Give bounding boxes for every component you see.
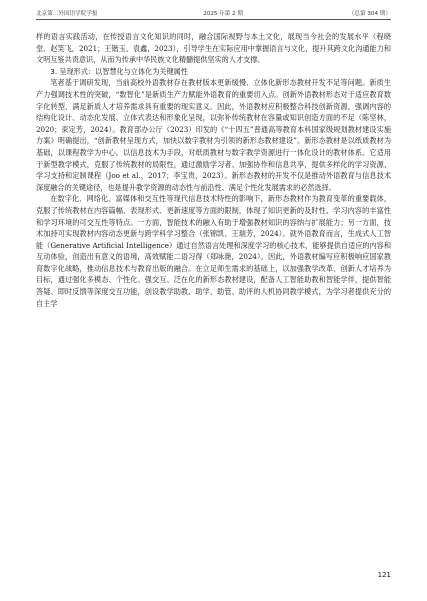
paragraph: 在数字化、网络化、富媒体和交互性等现代信息技术特性的影响下，新形态教材作为教育变革的重要载体，克服了传统教材在内容篇幅、表现形式、更新速度等方面的限制，体现了知识更新的及时性、学习内容的丰富性和学习环境的可交互性等特点。一方面，智能技术的融入有助于增强教材知识的容纳与扩展能力；另一方面，技术加持可实现教材内容动态更新与跨学科学习整合（张锦凯、王瑞芳，2024）。就外语教育而言，生成式人工智能（Generative Artificial Intelligence）通过自然语言处理和深度学习的核心技术，能够提供自适应的内容和互动体验，创造出有意义的语境，高效赋能二语习得（郑咏滟，2024）。因此，外语教材编写应积极响应国家教育数字化战略，推动信息技术与教育出版的融合。在立足师生需求的基础上，以加强教学改革、创新人才培养为目标，通过强化多模态、个性化、强交互、泛在化的新形态教材建设，配备人工智能助教和智能学伴，提供智能答疑、即时反馈等深度交互功能，创设教学助教、助学、助管、助评的人机协同教学模式，为学习者提供充分的自主学 <box>36 194 391 308</box>
total-issue: （总第 304 期） <box>348 11 391 17</box>
paragraph-continued: 样的语言实践活动，在传授语言文化知识的同时，融合国际视野与本土文化，展现当今社会的发展水平（程晓堂、赵笑飞，2021；王锴玉、袁鑫，2023），引导学生在实际应用中掌握语言与文化，提升其跨文化沟通能力和文明互鉴共责意识，从而为传承中华民族文化精髓提供坚实的人才支撑。 <box>36 32 391 65</box>
section-heading: 3. 呈现形式：以智慧化与立体化为关键属性 <box>50 66 188 76</box>
issue-number: 2025 年第 2 期 <box>203 11 244 17</box>
page-number: 121 <box>377 571 391 579</box>
journal-name: 北京第二外国语学院学报 <box>36 11 98 17</box>
running-header <box>36 9 391 20</box>
article-body <box>36 31 391 309</box>
paragraph: 笔者基于调研发现，当前高校外语教材存在教材版本更新缓慢、立体化新形态教材开发不足等问题。新质生产力强调技术性的突破，“数智化”是新质生产力赋能外语教育的重要切入点。创新外语教材形态对于适应教育数字化转型、满足新质人才培养需求具有重要的现实意义。因此，外语教材应积极整合科技创新资源，强调内容的结构化设计、动态化发展、立体式表达和形象化呈现，以弥补传统教材在容量或知识创造方面的不足（陈坚林，2020；束定芳，2024）。教育部办公厅（2023）印发的《“十四五”普通高等教育本科国家级规划教材建设实施方案》明确提出，“创新教材呈现方式，加快以数字教材为引领的新形态教材建设”。新形态教材是以纸质教材为基础，以课程教学为中心，以信息技术为手段，对纸质教材与数字教学资源进行一体化设计的教材体系。它适用于新型教学模式，克服了传统教材的局限性，通过激励学习者、加强协作和信息共享，提供多样化的学习资源、学习支持和定制课程（Joo et al.，2017；李宝贵，2023）。新形态教材的开发不仅是推动外语教育与信息技术深度融合的关键途径，也是提升教学资源的动态性与前沿性、满足个性化发展需求的必然选择。 <box>36 78 391 192</box>
